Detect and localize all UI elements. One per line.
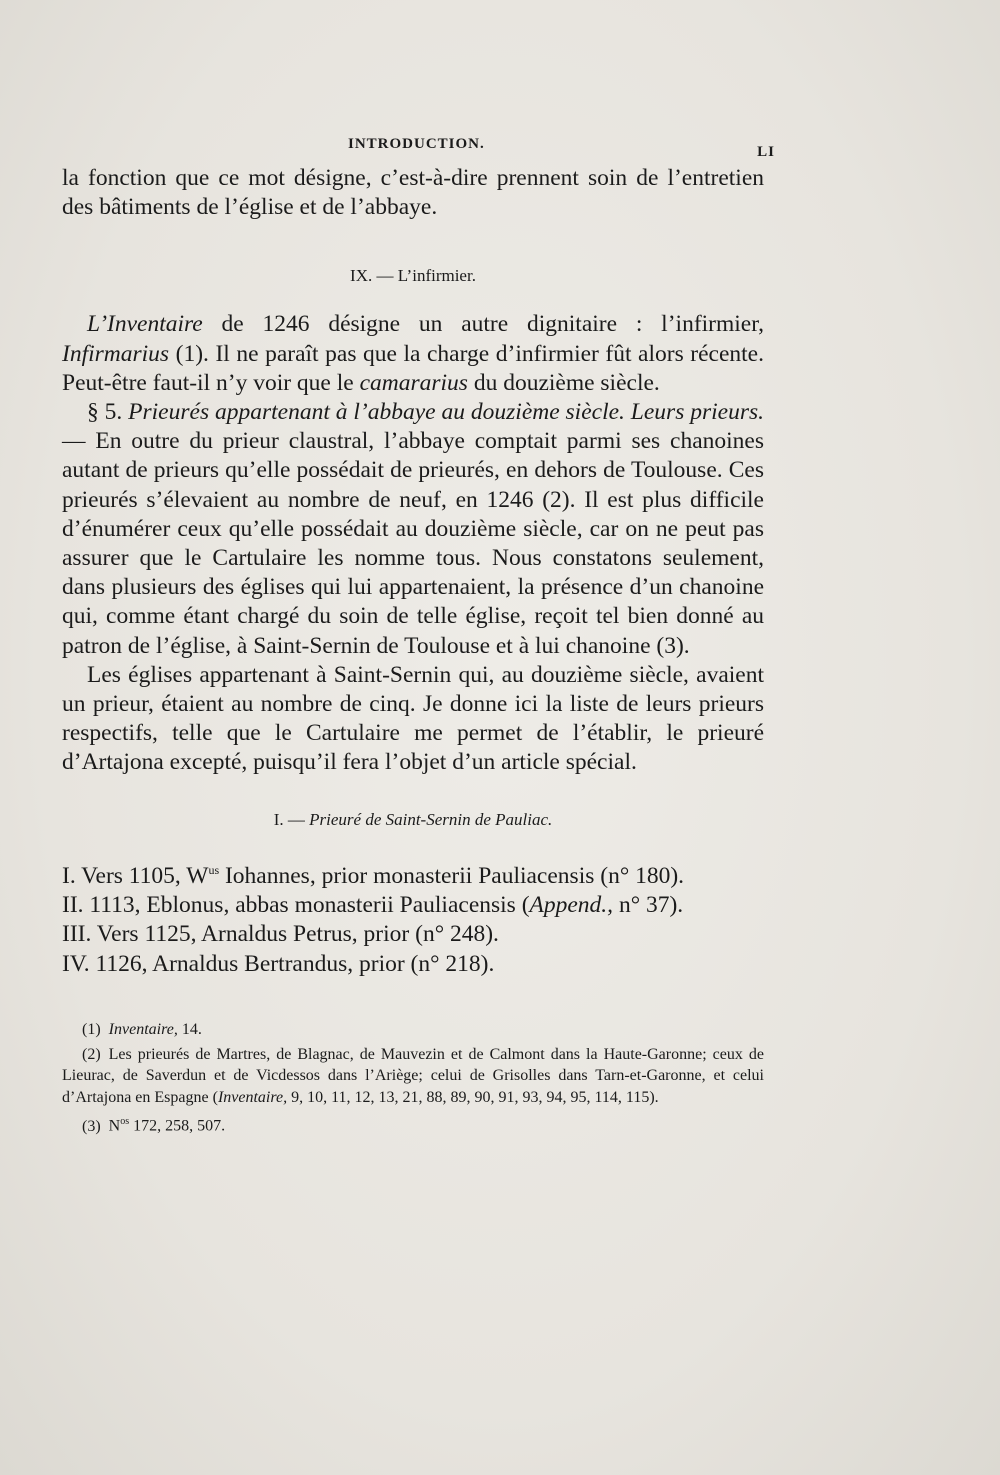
- priory-heading-prefix: I. —: [273, 809, 310, 829]
- footnote-2: [62, 1044, 764, 1109]
- section-5-heading: Prieurés appartenant à l’abbaye au douzième siècle. Leurs prieurs.: [128, 399, 764, 426]
- prior-number: III.: [62, 921, 92, 948]
- prior-entry-2: [62, 891, 764, 921]
- italic-append: Append.,: [529, 891, 614, 918]
- paragraph-eglises: Les églises appartenant à Saint-Sernin qui, au douzième siècle, avaient un prieur, étaient au nombre de cinq. Je donne ici la liste de leurs prieurs respectifs, telle que le Cartulaire me permet de l’établir, le prieuré d’Artajona excepté, puisqu’il fera l’objet d’un article spécial.: [62, 661, 764, 776]
- footnote-1: [62, 1019, 764, 1041]
- superscript: us: [208, 862, 220, 877]
- text-segment: Les prieurés de Martres, de Blagnac, de Mauvezin et de Calmont dans la Haute-Garonne; ceux de Lieurac, de Saverdun et de Vicdessos dans l’Ariège; celui de Grisolles dans Tarn-et-Garonne, et celui d’Artajona en Espagne (: [62, 1045, 764, 1106]
- italic-infirmarius: Infirmarius: [62, 340, 170, 367]
- text-segment: n° 37).: [613, 891, 684, 918]
- text-segment: Iohannes, prior monasterii Pauliacensis (n° 180).: [219, 862, 685, 889]
- paragraph-section-5: [62, 398, 764, 661]
- footnote-number: (3): [82, 1117, 101, 1135]
- running-head: [60, 132, 775, 164]
- priory-heading-title: Prieuré de Saint-Sernin de Pauliac.: [309, 809, 553, 829]
- italic-inventaire: Inventaire,: [108, 1021, 178, 1039]
- text-segment: Vers 1105, W: [75, 862, 209, 889]
- section-marker: § 5.: [87, 399, 129, 426]
- text-segment: 1126, Arnaldus Bertrandus, prior (n° 218).: [89, 950, 495, 977]
- superscript: os: [120, 1116, 130, 1128]
- italic-inventaire: Inventaire,: [217, 1088, 288, 1106]
- footnote-3: [62, 1111, 764, 1137]
- priory-heading: [62, 808, 764, 832]
- text-segment: N: [108, 1117, 121, 1135]
- section-heading-infirmier: IX. — L’infirmier.: [350, 266, 476, 286]
- prior-entry-3: [62, 920, 764, 950]
- text-segment: du douzième siècle.: [467, 369, 660, 396]
- text-segment: 9, 10, 11, 12, 13, 21, 88, 89, 90, 91, 93, 94, 95, 114, 115).: [287, 1088, 659, 1106]
- text-segment: 14.: [177, 1021, 202, 1039]
- priors-list: [62, 856, 764, 980]
- prior-number: I.: [62, 862, 76, 889]
- running-title: INTRODUCTION.: [348, 136, 485, 152]
- italic-inventaire: L’Inventaire: [87, 311, 203, 338]
- page-number: LI: [757, 144, 775, 160]
- footnote-number: (2): [82, 1045, 101, 1063]
- italic-camerarius: camararius: [359, 369, 468, 396]
- text-segment: 1113, Eblonus, abbas monasterii Pauliacensis (: [83, 891, 530, 918]
- paragraph-continuation: la fonction que ce mot désigne, c’est-à-dire prennent soin de l’entretien des bâtiments de l’église et de l’abbaye.: [62, 165, 764, 221]
- paragraph-infirmier: [62, 310, 764, 398]
- footnote-number: (1): [82, 1021, 101, 1039]
- footnotes: [62, 1019, 764, 1137]
- text-segment: 172, 258, 507.: [129, 1117, 226, 1135]
- text-segment: Vers 1125, Arnaldus Petrus, prior (n° 248).: [91, 921, 499, 948]
- text-segment: — En outre du prieur claustral, l’abbaye comptait parmi ses chanoines autant de prieurs qu’elle possédait de prieurés, en dehors de Toulouse. Ces prieurés s’élevaient au nombre de neuf, en 1246 (2). Il est plus difficile d’énumérer ceux qu’elle possédait au douzième siècle, car on ne peut pas assurer que le Cartulaire les nomme tous. Nous constatons seulement, dans plusieurs des églises qui lui appartenaient, la présence d’un chanoine qui, comme étant chargé du soin de telle église, reçoit tel bien donné au patron de l’église, à Saint-Sernin de Toulouse et à lui chanoine (3).: [62, 428, 764, 659]
- prior-number: II.: [62, 891, 84, 918]
- prior-number: IV.: [62, 950, 90, 977]
- page-content: [62, 164, 764, 1137]
- prior-entry-4: [62, 950, 764, 980]
- text-segment: (1). Il ne paraît pas que la charge d’infirmier fût alors récente. Peut-être faut-il n’y voir que le: [62, 340, 764, 396]
- text-segment: de 1246 désigne un autre dignitaire : l’infirmier,: [202, 311, 764, 338]
- prior-entry-1: [62, 856, 764, 891]
